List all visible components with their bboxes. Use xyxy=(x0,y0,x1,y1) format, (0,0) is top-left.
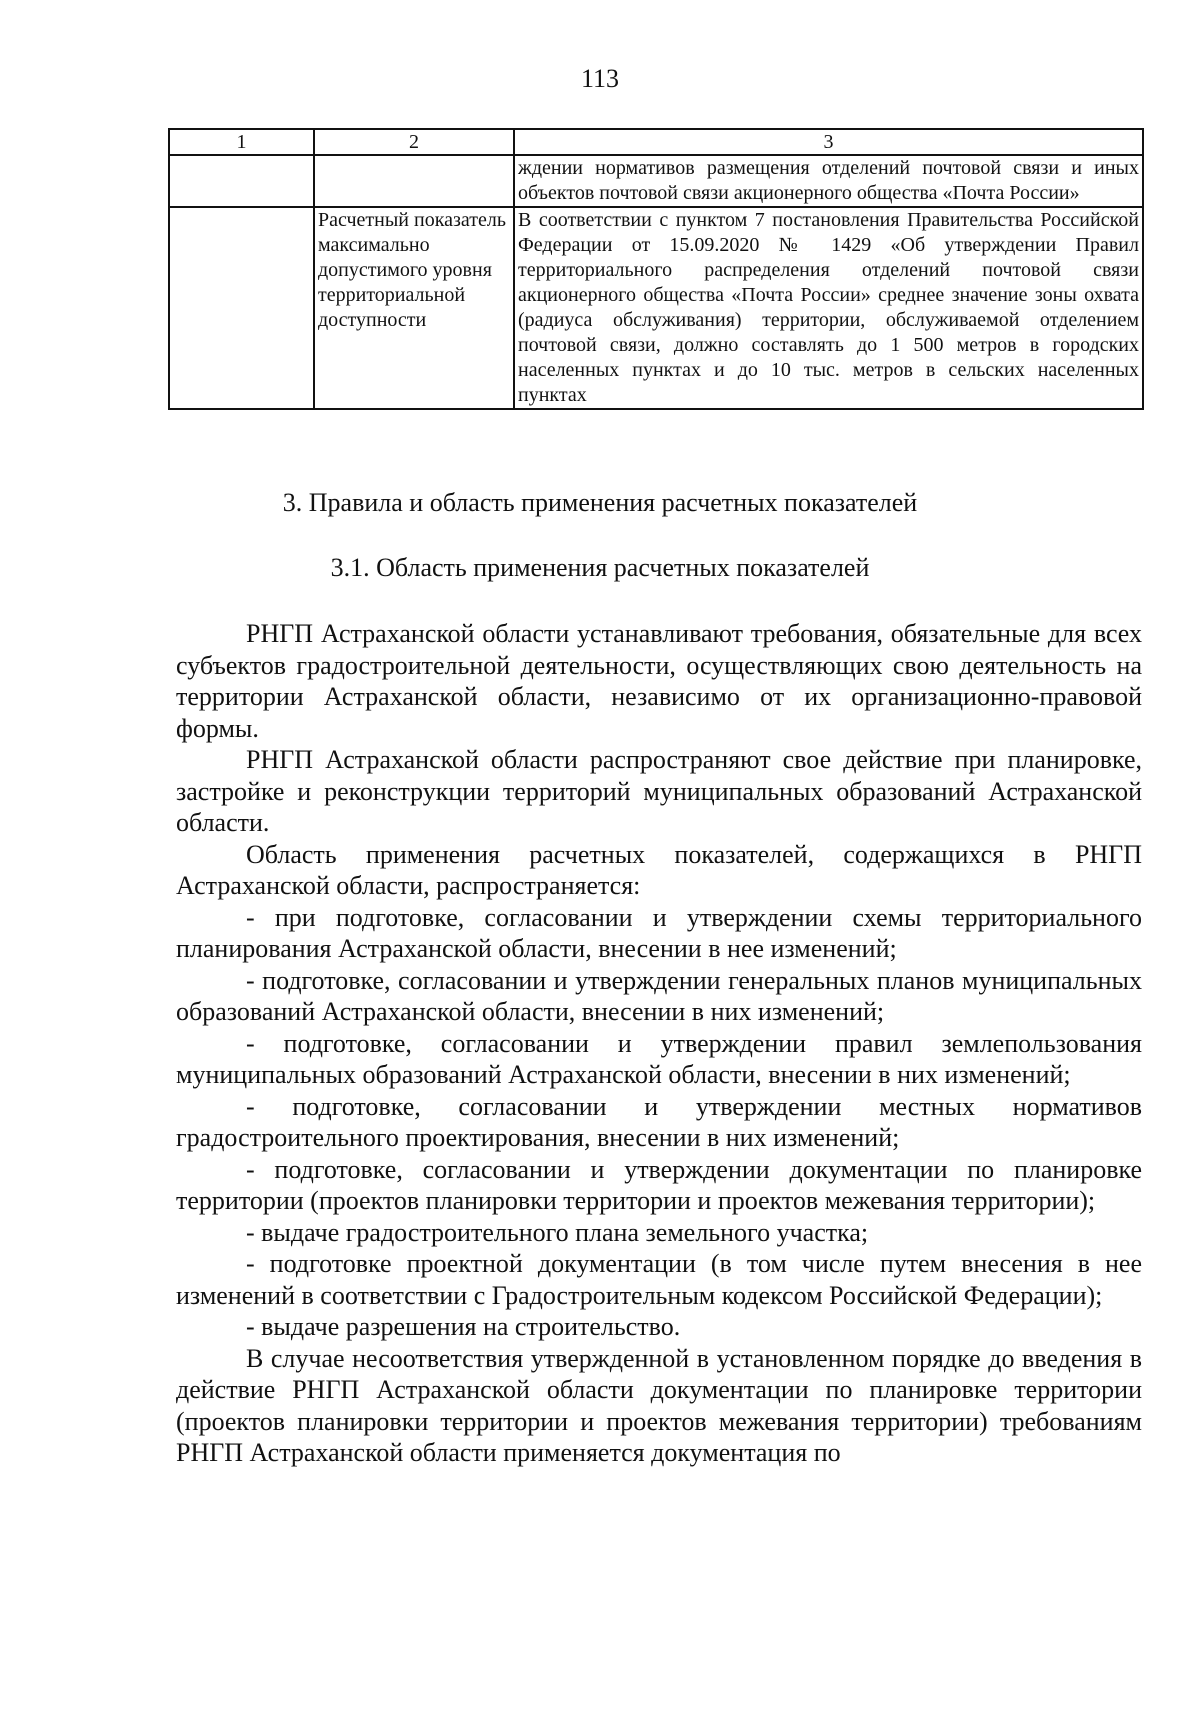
table-header-cell: 2 xyxy=(314,129,514,155)
list-item: - подготовке проектной документации (в том числе путем внесения в нее изменений в соответствии с Градостроительным кодексом Российской Федерации); xyxy=(176,1249,1142,1310)
table-cell: ждении нормативов размещения отделений почтовой связи и иных объектов почтовой связи акционерного общества «Почта России» xyxy=(514,155,1143,207)
paragraph: Область применения расчетных показателей, содержащихся в РНГП Астраханской области, распространяется: xyxy=(176,839,1142,900)
table-row xyxy=(169,155,1143,207)
list-item: - подготовке, согласовании и утверждении местных нормативов градостроительного проектирования, внесении в них изменений; xyxy=(176,1091,1142,1152)
list-item: - при подготовке, согласовании и утверждении схемы территориального планирования Астраханской области, внесении в нее изменений; xyxy=(176,902,1142,963)
section-heading: 3. Правила и область применения расчетных показателей xyxy=(282,488,918,517)
list-item: - выдаче разрешения на строительство. xyxy=(246,1312,681,1341)
table-row xyxy=(169,207,1143,409)
table-header-cell: 3 xyxy=(514,129,1143,155)
page-number: 113 xyxy=(580,64,620,93)
table-cell xyxy=(169,155,314,207)
table-cell xyxy=(169,207,314,409)
table-header-row xyxy=(169,129,1143,155)
standards-table xyxy=(168,128,1144,410)
list-item: - подготовке, согласовании и утверждении правил землепользования муниципальных образований Астраханской области, внесении в них изменений; xyxy=(176,1028,1142,1089)
table-cell xyxy=(314,155,514,207)
list-item: - выдаче градостроительного плана земельного участка; xyxy=(246,1217,869,1247)
body-text xyxy=(176,618,1142,1469)
list-item: - подготовке, согласовании и утверждении генеральных планов муниципальных образований Астраханской области, внесении в них изменений; xyxy=(176,965,1142,1026)
table-header-cell: 1 xyxy=(169,129,314,155)
table-cell: Расчетный показатель максимально допустимого уровня территориальной доступности xyxy=(314,207,514,409)
subsection-heading: 3.1. Область применения расчетных показателей xyxy=(330,553,870,582)
paragraph: В случае несоответствия утвержденной в установленном порядке до введения в действие РНГП Астраханской области документации по планировке территории (проектов планировки территории и проектов межевания территории) требованиям РНГП Астраханской области применяется документация по xyxy=(176,1343,1142,1467)
paragraph: РНГП Астраханской области устанавливают требования, обязательные для всех субъектов градостроительной деятельности, осуществляющих свою деятельность на территории Астраханской области, независимо от их организационно-правовой формы. xyxy=(176,619,1142,743)
table-cell: В соответствии с пунктом 7 постановления Правительства Российской Федерации от 15.09.2020 № 1429 «Об утверждении Правил территориального распределения отделений почтовой связи акционерного общества «Почта России» среднее значение зоны охвата (радиуса обслуживания) территории, обслуживаемой отделением почтовой связи, должно составлять до 1 500 метров в городских населенных пунктах и до 10 тыс. метров в сельских населенных пунктах xyxy=(514,207,1143,409)
paragraph: РНГП Астраханской области распространяют свое действие при планировке, застройке и реконструкции территорий муниципальных образований Астраханской области. xyxy=(176,745,1142,837)
list-item: - подготовке, согласовании и утверждении документации по планировке территории (проектов планировки территории и проектов межевания территории); xyxy=(176,1154,1142,1215)
